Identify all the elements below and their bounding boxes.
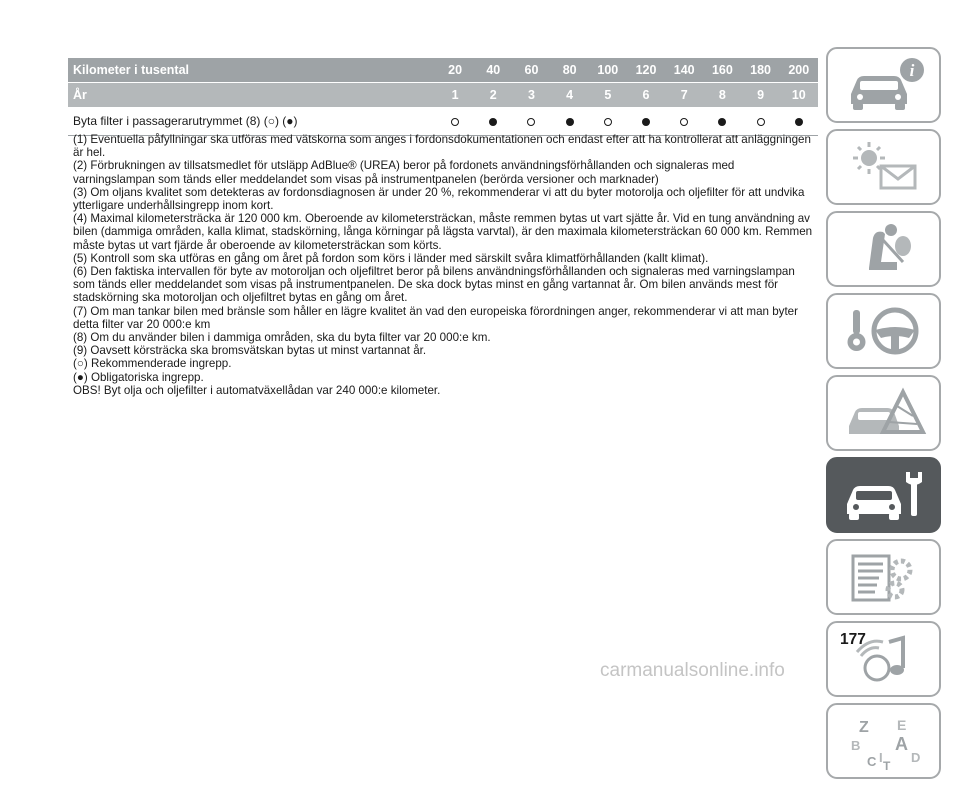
header-year-cell: 3 xyxy=(527,88,535,102)
maintenance-table xyxy=(68,58,818,136)
table-row xyxy=(68,107,818,136)
page-number: 177 xyxy=(840,631,866,648)
car-info-icon xyxy=(839,54,929,116)
header-year-cell: 5 xyxy=(604,88,612,102)
index-letter: Z xyxy=(858,719,869,736)
footnote: (1) Eventuella påfyllningar ska utföras med vätskorna som anges i fordonsdokumentationen och endast efter att ha kontrollerat att anläggningen är hel. xyxy=(73,133,811,160)
header-km-cell: 80 xyxy=(562,63,577,77)
interval-symbol xyxy=(718,118,726,126)
row-label: Byta filter i passagerarutrymmet (8) (○) (●) xyxy=(73,114,298,128)
tab-warning-lights[interactable] xyxy=(826,129,941,205)
index-letter: I xyxy=(878,750,883,765)
header-km-cell: 200 xyxy=(788,63,810,77)
interval-symbol xyxy=(795,118,803,126)
header-year-cell: 4 xyxy=(566,88,574,102)
header-km-cell: 60 xyxy=(524,63,539,77)
header-km-cell: 100 xyxy=(597,63,619,77)
footnote: (8) Om du använder bilen i dammiga områden, ska du byta filter var 20 000:e km. xyxy=(73,331,491,345)
header-year-cell: 6 xyxy=(642,88,650,102)
header-year-label: År xyxy=(73,88,87,102)
index-letter: T xyxy=(882,759,890,772)
specifications-gears-icon xyxy=(839,546,929,608)
alphabetical-index-icon xyxy=(839,710,929,772)
tab-safety[interactable] xyxy=(826,211,941,287)
tab-maintenance[interactable] xyxy=(826,457,941,533)
interval-symbol xyxy=(680,118,688,126)
header-km-label: Kilometer i tusental xyxy=(73,63,189,77)
header-km-cell: 160 xyxy=(711,63,733,77)
svg-text:i: i xyxy=(909,61,914,80)
tab-technical-data[interactable] xyxy=(826,539,941,615)
header-km-cell: 40 xyxy=(486,63,501,77)
tab-index[interactable] xyxy=(826,703,941,779)
interval-symbol xyxy=(642,118,650,126)
interval-symbol xyxy=(527,118,535,126)
chapter-sidebar xyxy=(826,47,941,785)
index-letter: C xyxy=(866,754,876,769)
header-year-cell: 9 xyxy=(757,88,765,102)
footnote: (●) Obligatoriska ingrepp. xyxy=(73,370,204,384)
footnote: (5) Kontroll som ska utföras en gång om året på fordon som körs i länder med särskilt svåra klimatförhållanden (kallt klimat). xyxy=(73,251,709,265)
car-breakdown-warning-icon xyxy=(839,382,929,444)
header-km-cell: 140 xyxy=(673,63,695,77)
interval-symbol xyxy=(604,118,612,126)
footnote: (7) Om man tankar bilen med bränsle som håller en lägre kvalitet än vad den europeiska förordningen anger, rekommenderar vi att man byter detta filter var 20 000:e km xyxy=(73,304,798,331)
header-km-cell: 180 xyxy=(750,63,772,77)
header-row-year xyxy=(68,83,818,107)
footnote: (3) Om oljans kvalitet som detekteras av fordonsdiagnosen är under 20 %, rekommenderar vi att du byter motorolja och oljefilter för att undvika ytterligare underhållsingrepp inom kort. xyxy=(73,185,805,213)
footnote: (2) Förbrukningen av tillsatsmedlet för utsläpp AdBlue® (UREA) beror på fordonets användningsförhållanden och signaleras med varningslampan som tänds eller meddelandet som visas på instrumentpanelen (berörda versioner och marknader) xyxy=(73,159,735,186)
interval-symbol xyxy=(451,118,459,126)
footnote: (4) Maximal kilometersträcka är 120 000 km. Oberoende av kilometersträckan, måste remmen bytas ut vart sjätte år. Vid en tung användning av bilen (dammiga områden, kalla klimat, stadskörning, långa körningar på lägsta varvtal), är den maximala kilometersträckan 60 000 km. Remmen måste bytas ut vart fjärde år oberoende av kilometersträckan som körts. xyxy=(73,212,813,252)
footnote: OBS! Byt olja och oljefilter i automatväxellådan var 240 000:e kilometer. xyxy=(73,383,441,397)
header-year-cell: 7 xyxy=(680,88,688,102)
footnote: (9) Oavsett körsträcka ska bromsvätskan bytas ut minst vartannat år. xyxy=(73,344,427,358)
tab-car-info[interactable] xyxy=(826,47,941,123)
car-maintenance-wrench-icon xyxy=(839,464,929,526)
tab-starting-driving[interactable] xyxy=(826,293,941,369)
footnotes xyxy=(73,133,818,397)
header-row-km xyxy=(68,58,818,83)
header-km-cell: 120 xyxy=(635,63,657,77)
interval-symbol xyxy=(757,118,765,126)
watermark: carmanualsonline.info xyxy=(600,660,785,681)
header-year-cell: 10 xyxy=(791,88,806,102)
interval-symbol xyxy=(489,118,497,126)
tab-emergency[interactable] xyxy=(826,375,941,451)
index-letter: A xyxy=(894,734,908,754)
header-year-cell: 2 xyxy=(489,88,497,102)
key-steering-wheel-icon xyxy=(839,300,929,362)
airbag-seat-icon xyxy=(839,218,929,280)
index-letter: E xyxy=(896,717,906,733)
header-year-cell: 8 xyxy=(718,88,726,102)
index-letter: D xyxy=(910,750,920,765)
header-year-cell: 1 xyxy=(451,88,459,102)
footnote: (6) Den faktiska intervallen för byte av motoroljan och oljefiltret beror på bilens användningsförhållanden och signaleras med varningslampan som tänds eller meddelandet som visas på instrumentpanelen. De ska dock bytas minst en gång vartannat år. Om bilen används mest för stadskörning ska motoroljan och oljefiltret bytas en gång om året. xyxy=(73,265,795,305)
header-km-cell: 20 xyxy=(448,63,463,77)
warning-lights-message-icon xyxy=(839,136,929,198)
interval-symbol xyxy=(566,118,574,126)
index-letter: B xyxy=(850,738,860,753)
footnote: (○) Rekommenderade ingrepp. xyxy=(73,357,232,371)
